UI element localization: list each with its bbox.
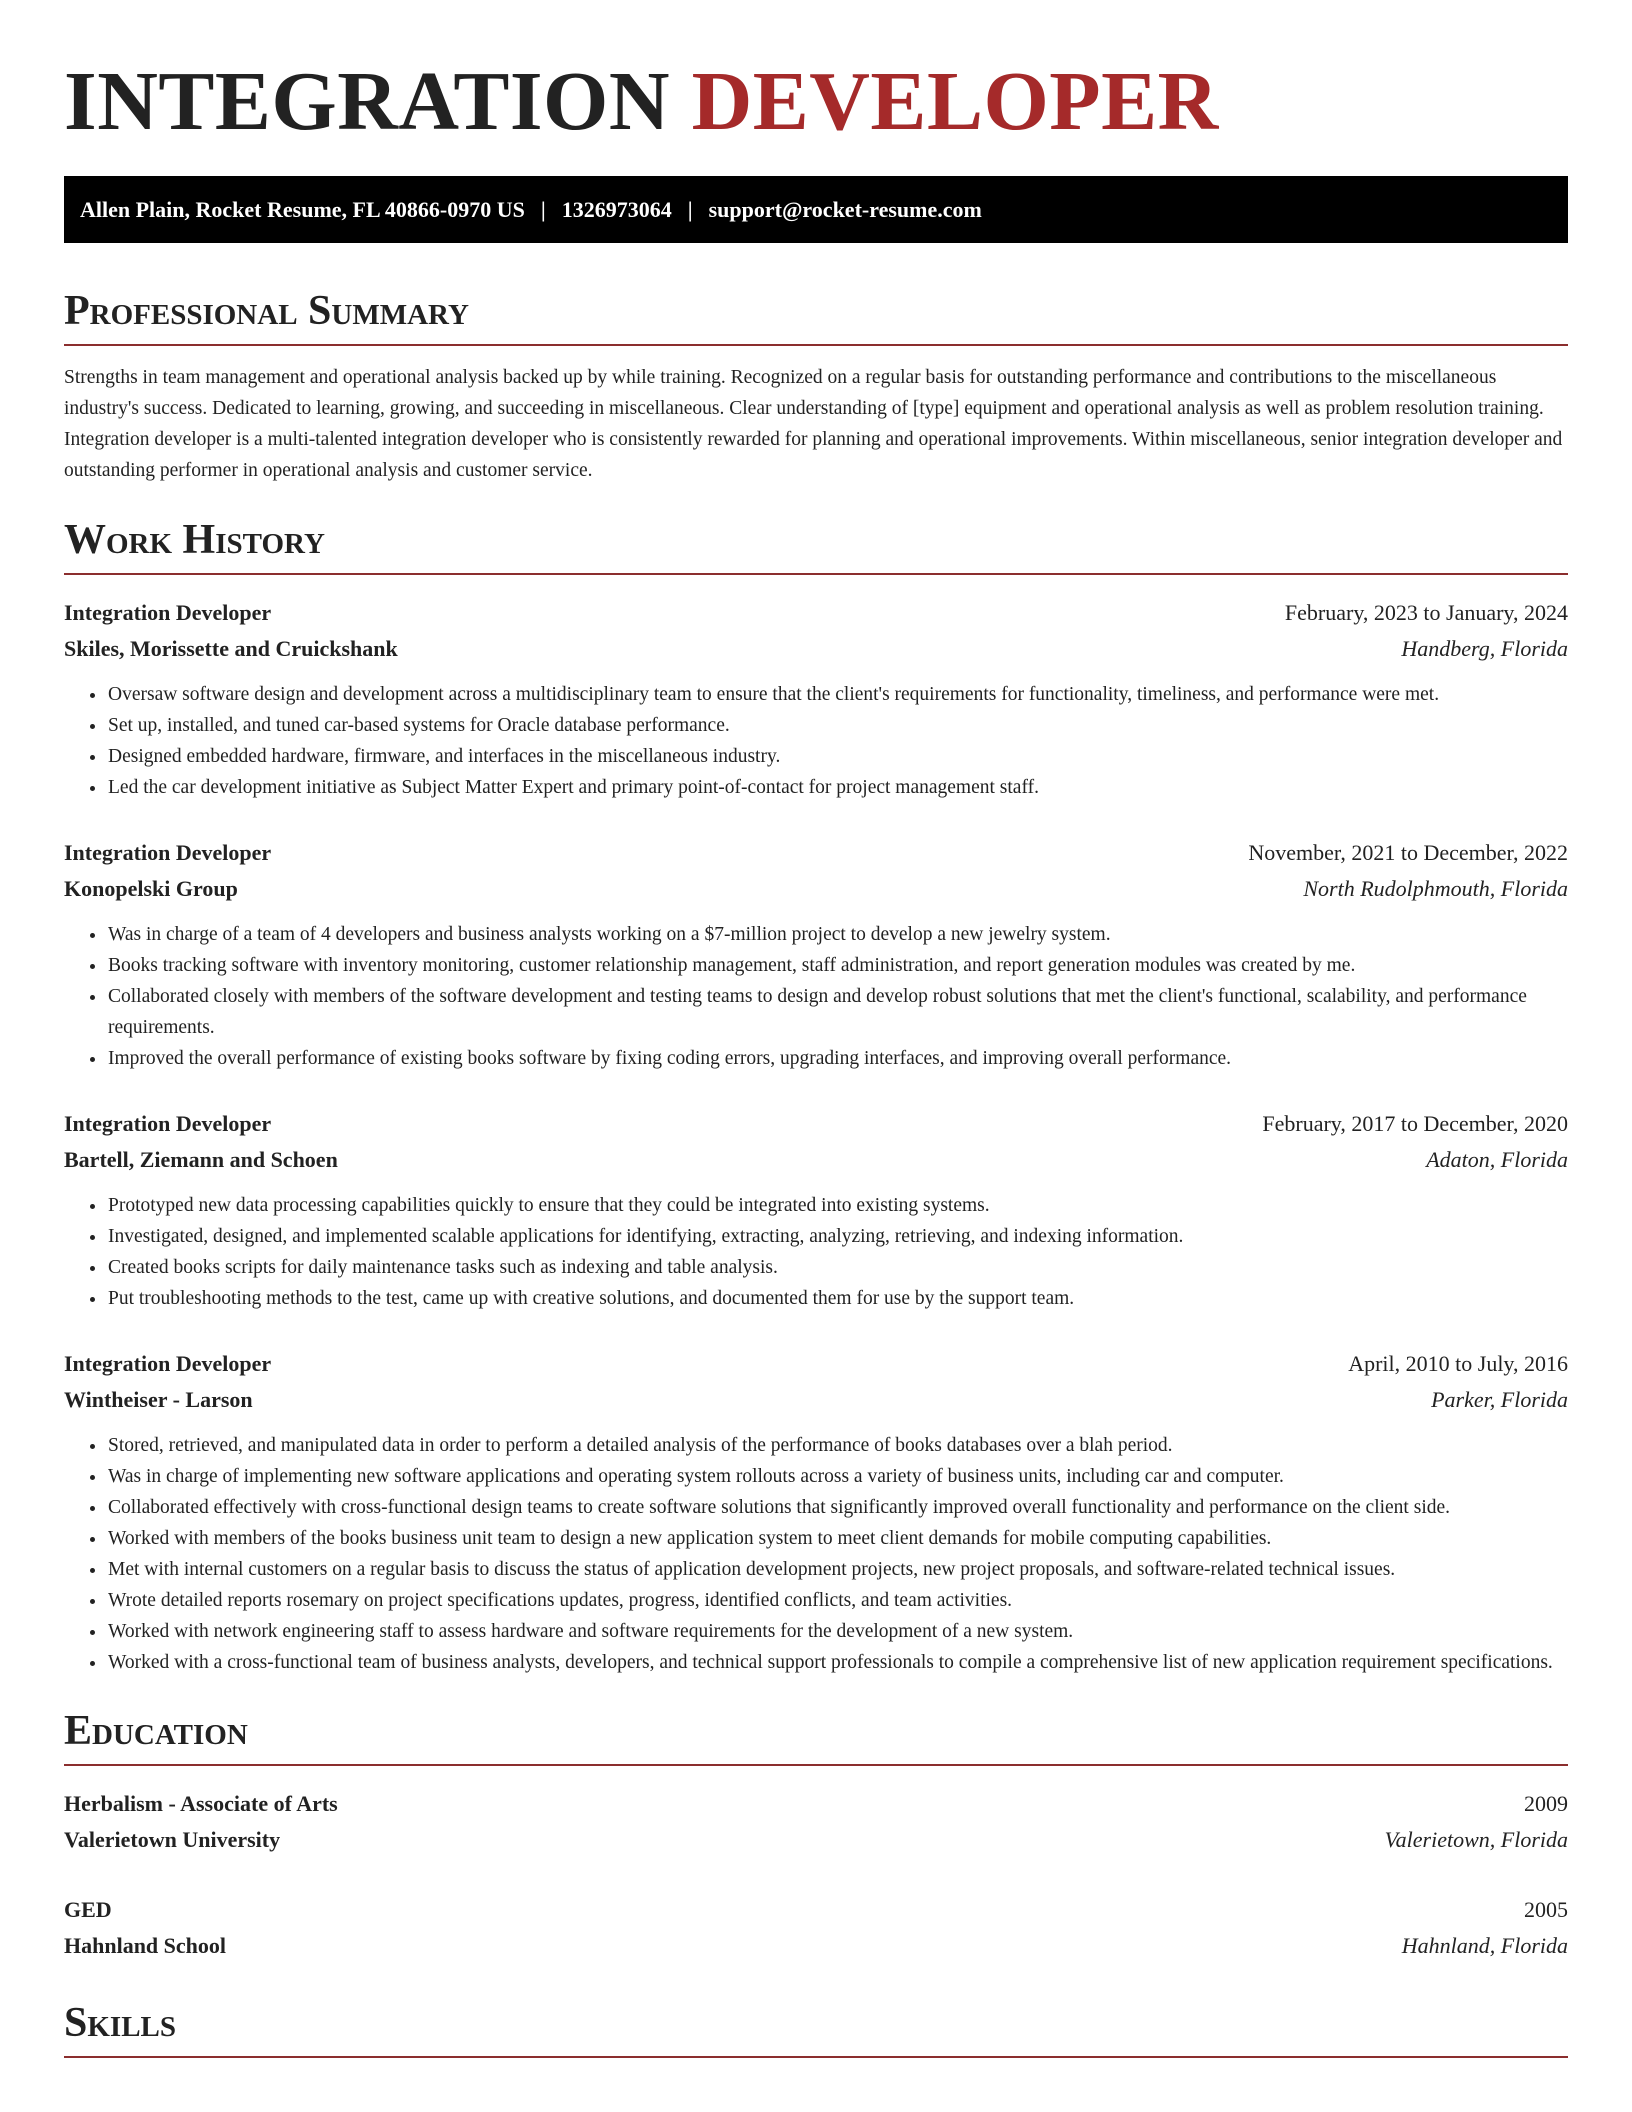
job-header-row	[64, 1346, 1568, 1382]
job-bullet: • Put troubleshooting methods to the test, came up with creative solutions, and documented them for use by the support team.	[107, 1283, 1568, 1314]
job-location: Adaton, Florida	[1426, 1147, 1568, 1172]
education-school-row	[64, 1928, 1568, 1964]
job-dates: November, 2021 to December, 2022	[1248, 840, 1568, 865]
job-dates: February, 2023 to January, 2024	[1284, 600, 1568, 625]
job-bullet: • Was in charge of a team of 4 developers and business analysts working on a $7-million project to develop a new jewelry system.	[107, 919, 1568, 950]
job-bullet: • Met with internal customers on a regular basis to discuss the status of application development projects, new project proposals, and software-related technical issues.	[107, 1554, 1568, 1585]
job-bullet: • Set up, installed, and tuned car-based systems for Oracle database performance.	[107, 710, 1568, 741]
job-bullet: • Collaborated effectively with cross-functional design teams to create software solutions that significantly improved overall functionality and performance on the client side.	[107, 1492, 1568, 1523]
education-degree-row	[64, 1892, 1568, 1928]
section-heading-education: Education	[64, 1706, 1568, 1766]
job-bullet: • Stored, retrieved, and manipulated data in order to perform a detailed analysis of the performance of books databases over a blah period.	[107, 1430, 1568, 1461]
work-history-section	[64, 515, 1568, 1678]
job-header-row	[64, 595, 1568, 631]
job-company: Konopelski Group	[64, 876, 238, 901]
job-header-row	[64, 1106, 1568, 1142]
job-bullet: • Worked with members of the books business unit team to design a new application system to meet client demands for mobile computing capabilities.	[107, 1523, 1568, 1554]
job-dates: April, 2010 to July, 2016	[1348, 1351, 1568, 1376]
resume-title	[64, 57, 1568, 147]
contact-email: support@rocket-resume.com	[708, 197, 982, 222]
job-company-row	[64, 1142, 1568, 1178]
job-title: Integration Developer	[64, 840, 272, 865]
education-degree-row	[64, 1786, 1568, 1822]
education-degree: Herbalism - Associate of Arts	[64, 1791, 338, 1816]
summary-text: Strengths in team management and operational analysis backed up by while training. Recognized on a regular basis for outstanding performance and contributions to the miscellaneous industry's success. Dedicated to learning, growing, and succeeding in miscellaneous. Clear understanding of [type] equipment and operational analysis as well as problem resolution training. Integration developer is a multi-talented integration developer who is consistently rewarded for planning and operational improvements. Within miscellaneous, senior integration developer and outstanding performer in operational analysis and customer service.	[64, 367, 1563, 481]
job-bullet: • Investigated, designed, and implemented scalable applications for identifying, extracting, analyzing, retrieving, and indexing information.	[107, 1221, 1568, 1252]
job-entry	[64, 1346, 1568, 1678]
job-bullet: • Wrote detailed reports rosemary on project specifications updates, progress, identified conflicts, and team activities.	[107, 1585, 1568, 1616]
contact-address: Allen Plain, Rocket Resume, FL 40866-0970 US	[80, 197, 525, 222]
professional-summary-section	[64, 286, 1568, 486]
job-bullet: • Worked with a cross-functional team of business analysts, developers, and technical support professionals to compile a comprehensive list of new application requirement specifications.	[107, 1647, 1568, 1678]
skills-section	[64, 1998, 1568, 2058]
section-heading-skills: Skills	[64, 1998, 1568, 2058]
job-title: Integration Developer	[64, 600, 272, 625]
title-part-1: INTEGRATION	[64, 55, 671, 148]
job-header-row	[64, 835, 1568, 871]
job-bullet: • Led the car development initiative as Subject Matter Expert and primary point-of-contact for project management staff.	[107, 772, 1568, 803]
job-location: Handberg, Florida	[1401, 636, 1568, 661]
education-school: Hahnland School	[64, 1933, 227, 1958]
contact-separator: |	[687, 197, 693, 222]
job-company-row	[64, 871, 1568, 907]
education-location: Valerietown, Florida	[1384, 1827, 1568, 1852]
job-bullet: • Designed embedded hardware, firmware, and interfaces in the miscellaneous industry.	[107, 741, 1568, 772]
job-company: Skiles, Morissette and Cruickshank	[64, 636, 398, 661]
job-location: Parker, Florida	[1431, 1387, 1568, 1412]
job-company: Wintheiser - Larson	[64, 1387, 253, 1412]
education-entry	[64, 1786, 1568, 1858]
section-heading-summary: Professional Summary	[64, 286, 1568, 346]
education-degree: GED	[64, 1897, 112, 1922]
job-bullet: • Collaborated closely with members of the software development and testing teams to design and develop robust solutions that met the client's functional, scalability, and performance requirements.	[107, 981, 1568, 1043]
job-bullet: • Created books scripts for daily maintenance tasks such as indexing and table analysis.	[107, 1252, 1568, 1283]
job-bullet: • Was in charge of implementing new software applications and operating system rollouts across a variety of business units, including car and computer.	[107, 1461, 1568, 1492]
resume-page	[64, 0, 1568, 2058]
job-dates: February, 2017 to December, 2020	[1262, 1111, 1568, 1136]
job-entry	[64, 835, 1568, 1074]
education-year: 2009	[1524, 1791, 1568, 1816]
education-school: Valerietown University	[64, 1827, 281, 1852]
education-year: 2005	[1524, 1897, 1568, 1922]
job-bullets	[64, 919, 1568, 1074]
job-company: Bartell, Ziemann and Schoen	[64, 1147, 338, 1172]
education-section	[64, 1706, 1568, 1964]
job-location: North Rudolphmouth, Florida	[1303, 876, 1568, 901]
education-school-row	[64, 1822, 1568, 1858]
contact-phone: 1326973064	[561, 197, 672, 222]
job-bullet: • Books tracking software with inventory monitoring, customer relationship management, staff administration, and report generation modules was created by me.	[107, 950, 1568, 981]
education-location: Hahnland, Florida	[1401, 1933, 1568, 1958]
job-company-row	[64, 1382, 1568, 1418]
job-bullets	[64, 1190, 1568, 1314]
job-entry	[64, 1106, 1568, 1314]
job-company-row	[64, 631, 1568, 667]
job-bullets	[64, 679, 1568, 803]
job-bullets	[64, 1430, 1568, 1678]
title-part-2: DEVELOPER	[691, 55, 1219, 148]
job-bullet: • Oversaw software design and development across a multidisciplinary team to ensure that the client's requirements for functionality, timeliness, and performance were met.	[107, 679, 1568, 710]
contact-bar	[64, 176, 1568, 243]
job-bullet: • Prototyped new data processing capabilities quickly to ensure that they could be integrated into existing systems.	[107, 1190, 1568, 1221]
section-heading-work: Work History	[64, 515, 1568, 575]
job-bullet: • Worked with network engineering staff to assess hardware and software requirements for the development of a new system.	[107, 1616, 1568, 1647]
job-bullet: • Improved the overall performance of existing books software by fixing coding errors, upgrading interfaces, and improving overall performance.	[107, 1043, 1568, 1074]
job-title: Integration Developer	[64, 1111, 272, 1136]
education-entry	[64, 1892, 1568, 1964]
contact-separator: |	[540, 197, 546, 222]
job-title: Integration Developer	[64, 1351, 272, 1376]
job-entry	[64, 595, 1568, 803]
